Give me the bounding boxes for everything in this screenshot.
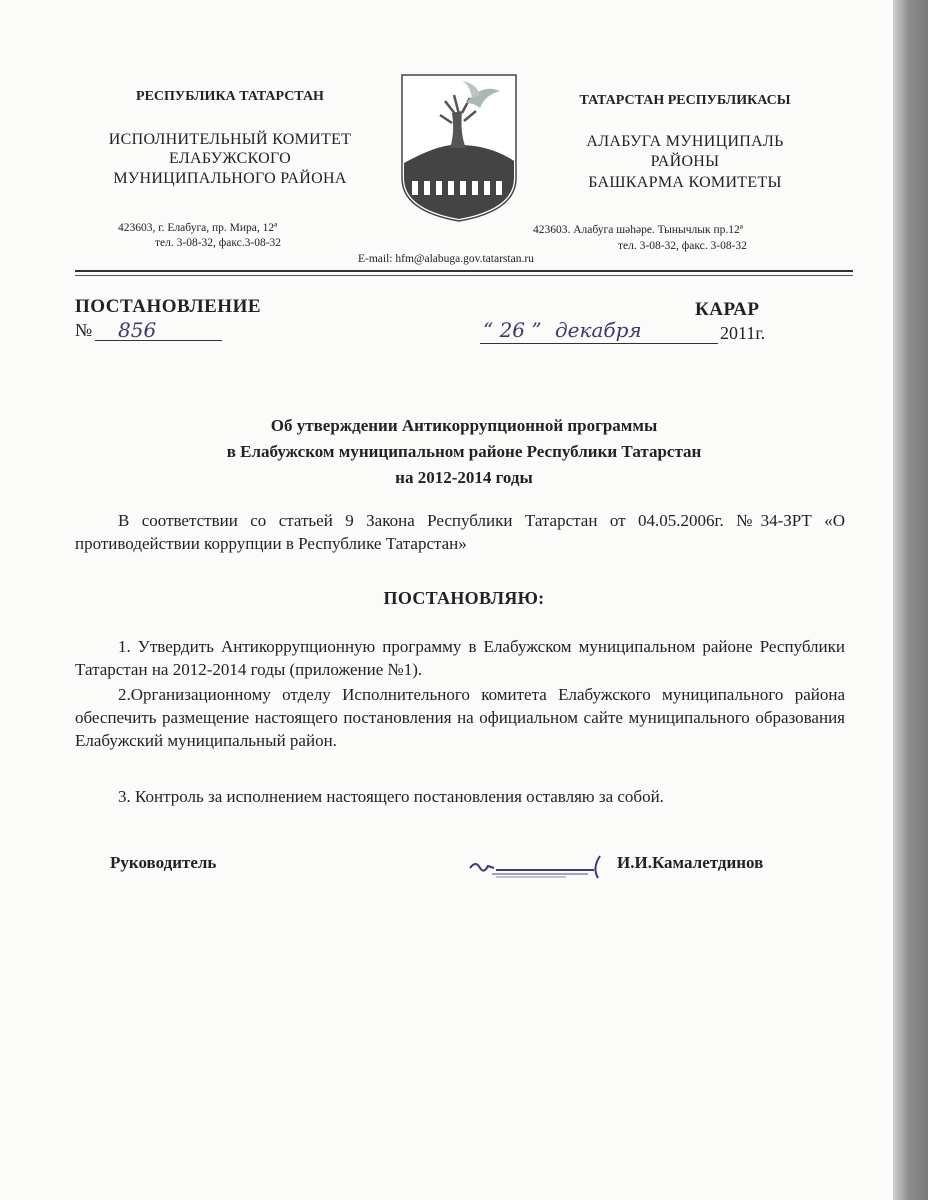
header-divider-thick <box>75 270 853 272</box>
header-left-line1: ИСПОЛНИТЕЛЬНЫЙ КОМИТЕТ <box>108 131 352 148</box>
header-left-republic: РЕСПУБЛИКА ТАТАРСТАН <box>136 89 324 104</box>
decree-item-2: 2.Организационному отделу Исполнительного комитета Елабужского муниципального района обеспечить размещение настоящего постановления на официальном сайте муниципального образования Елабужский муниципальный район. <box>75 685 845 750</box>
header-left-address: 423603, г. Елабуга, пр. Мира, 12ª <box>118 222 278 234</box>
title-line-2: в Елабужском муниципальном районе Республики Татарстан <box>226 442 702 461</box>
date-underline <box>480 343 718 344</box>
handwritten-month: декабря <box>555 318 642 342</box>
signatory-name: И.И.Камалетдинов <box>617 853 764 872</box>
handwritten-day: “ 26 ” <box>483 318 542 342</box>
header-right-address: 423603. Алабуга шәһәре. Тынычлык пр.12ª <box>533 224 743 236</box>
title-line-3: на 2012-2014 годы <box>395 468 533 487</box>
number-label: № <box>75 320 93 340</box>
header-right-republic: ТАТАРСТАН РЕСПУБЛИКАСЫ <box>579 93 791 108</box>
header-left-phone: тел. 3-08-32, факс.3-08-32 <box>155 237 282 249</box>
document-title <box>75 413 853 491</box>
number-underline <box>95 340 222 341</box>
signatory-title: Руководитель <box>110 853 217 872</box>
scan-edge-shadow <box>893 0 928 1200</box>
header-right-line2: РАЙОНЫ <box>650 153 720 170</box>
header-right-line1: АЛАБУГА МУНИЦИПАЛЬ <box>586 133 784 150</box>
header-right-phone: тел. 3-08-32, факс. 3-08-32 <box>618 240 747 252</box>
doc-type-ru: ПОСТАНОВЛЕНИЕ <box>75 296 262 317</box>
header-divider-thin <box>75 275 853 276</box>
decree-item-3: 3. Контроль за исполнением настоящего постановления оставляю за собой. <box>118 787 664 806</box>
decree-heading: ПОСТАНОВЛЯЮ: <box>383 588 545 608</box>
header-email: E-mail: hfm@alabuga.gov.tatarstan.ru <box>358 253 534 265</box>
date-year: 2011г. <box>720 323 766 343</box>
header-right-line3: БАШКАРМА КОМИТЕТЫ <box>588 174 782 191</box>
coat-of-arms-emblem <box>400 73 518 223</box>
handwritten-number: 856 <box>118 318 157 342</box>
decree-item-1: 1. Утвердить Антикоррупционную программу в Елабужском муниципальном районе Республики Татарстан на 2012-2014 годы (приложение №1). <box>75 637 845 679</box>
header-left-line3: МУНИЦИПАЛЬНОГО РАЙОНА <box>113 170 347 187</box>
handwritten-signature <box>466 848 611 884</box>
title-line-1: Об утверждении Антикоррупционной программы <box>270 416 658 435</box>
preamble: В соответствии со статьей 9 Закона Республики Татарстан от 04.05.2006г. №34-ЗРТ «О противодействии коррупции в Республике Татарстан» <box>75 511 845 553</box>
header-left-line2: ЕЛАБУЖСКОГО <box>168 150 292 167</box>
doc-type-tt: КАРАР <box>695 299 760 320</box>
